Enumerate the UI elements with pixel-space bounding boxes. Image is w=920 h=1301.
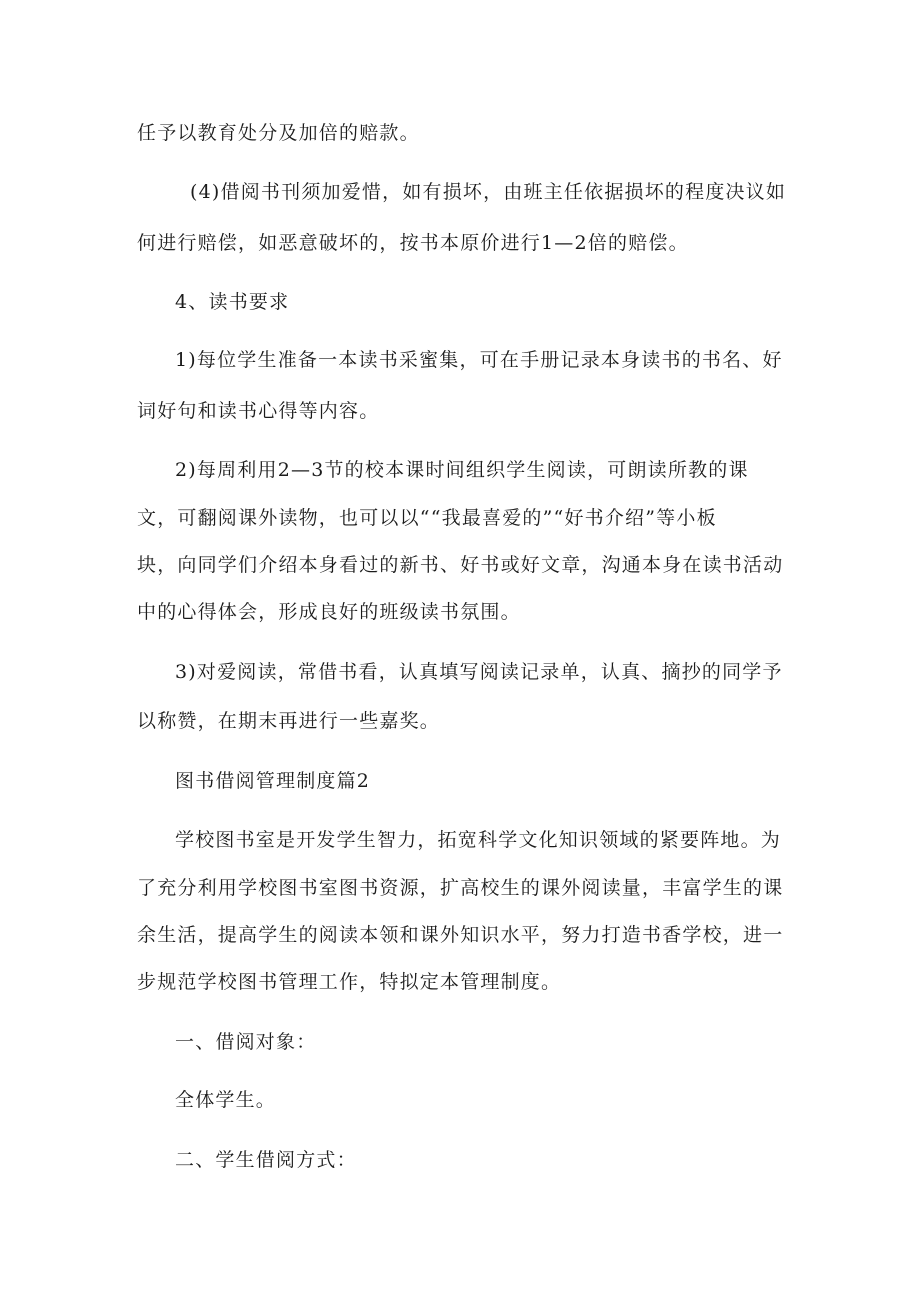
paragraph-line: 任予以教育处分及加倍的赔款。 [137,122,420,144]
paragraph-line: 余生活，提高学生的阅读本领和课外知识水平，努力打造书香学校，进一 [137,924,784,946]
paragraph-line: 了充分利用学校图书室图书资源，扩高校生的课外阅读量，丰富学生的课 [137,877,784,899]
section-heading: 4、读书要求 [175,291,290,313]
section-heading: 二、学生借阅方式： [175,1149,357,1171]
paragraph-line: 1)每位学生准备一本读书采蜜集，可在手册记录本身读书的书名、好 [175,349,783,371]
section-heading: 一、借阅对象： [175,1031,317,1053]
paragraph-line: 2)每周利用2—3节的校本课时间组织学生阅读，可朗读所教的课 [175,459,749,481]
paragraph-line: 何进行赔偿，如恶意破坏的，按书本原价进行1—2倍的赔偿。 [137,232,689,254]
paragraph-line: (4)借阅书刊须加爱惜，如有损坏，由班主任依据损坏的程度决议如 [190,181,787,203]
paragraph-line: 步规范学校图书管理工作，特拟定本管理制度。 [137,971,562,993]
paragraph-line: 中的心得体会，形成良好的班级读书氛围。 [137,601,521,623]
paragraph-line: 全体学生。 [175,1089,277,1111]
paragraph-line: 3)对爱阅读，常借书看，认真填写阅读记录单，认真、摘抄的同学予 [175,661,783,683]
paragraph-line: 块，向同学们介绍本身看过的新书、好书或好文章，沟通本身在读书活动 [137,554,784,576]
paragraph-line: 学校图书室是开发学生智力，拓宽科学文化知识领域的紧要阵地。为 [175,829,782,851]
paragraph-line: 以称赞，在期末再进行一些嘉奖。 [137,710,441,732]
paragraph-line: 文，可翻阅课外读物，也可以以““我最喜爱的”“好书介绍”等小板 [137,507,717,529]
document-subtitle: 图书借阅管理制度篇2 [175,770,371,792]
paragraph-line: 词好句和读书心得等内容。 [137,400,380,422]
